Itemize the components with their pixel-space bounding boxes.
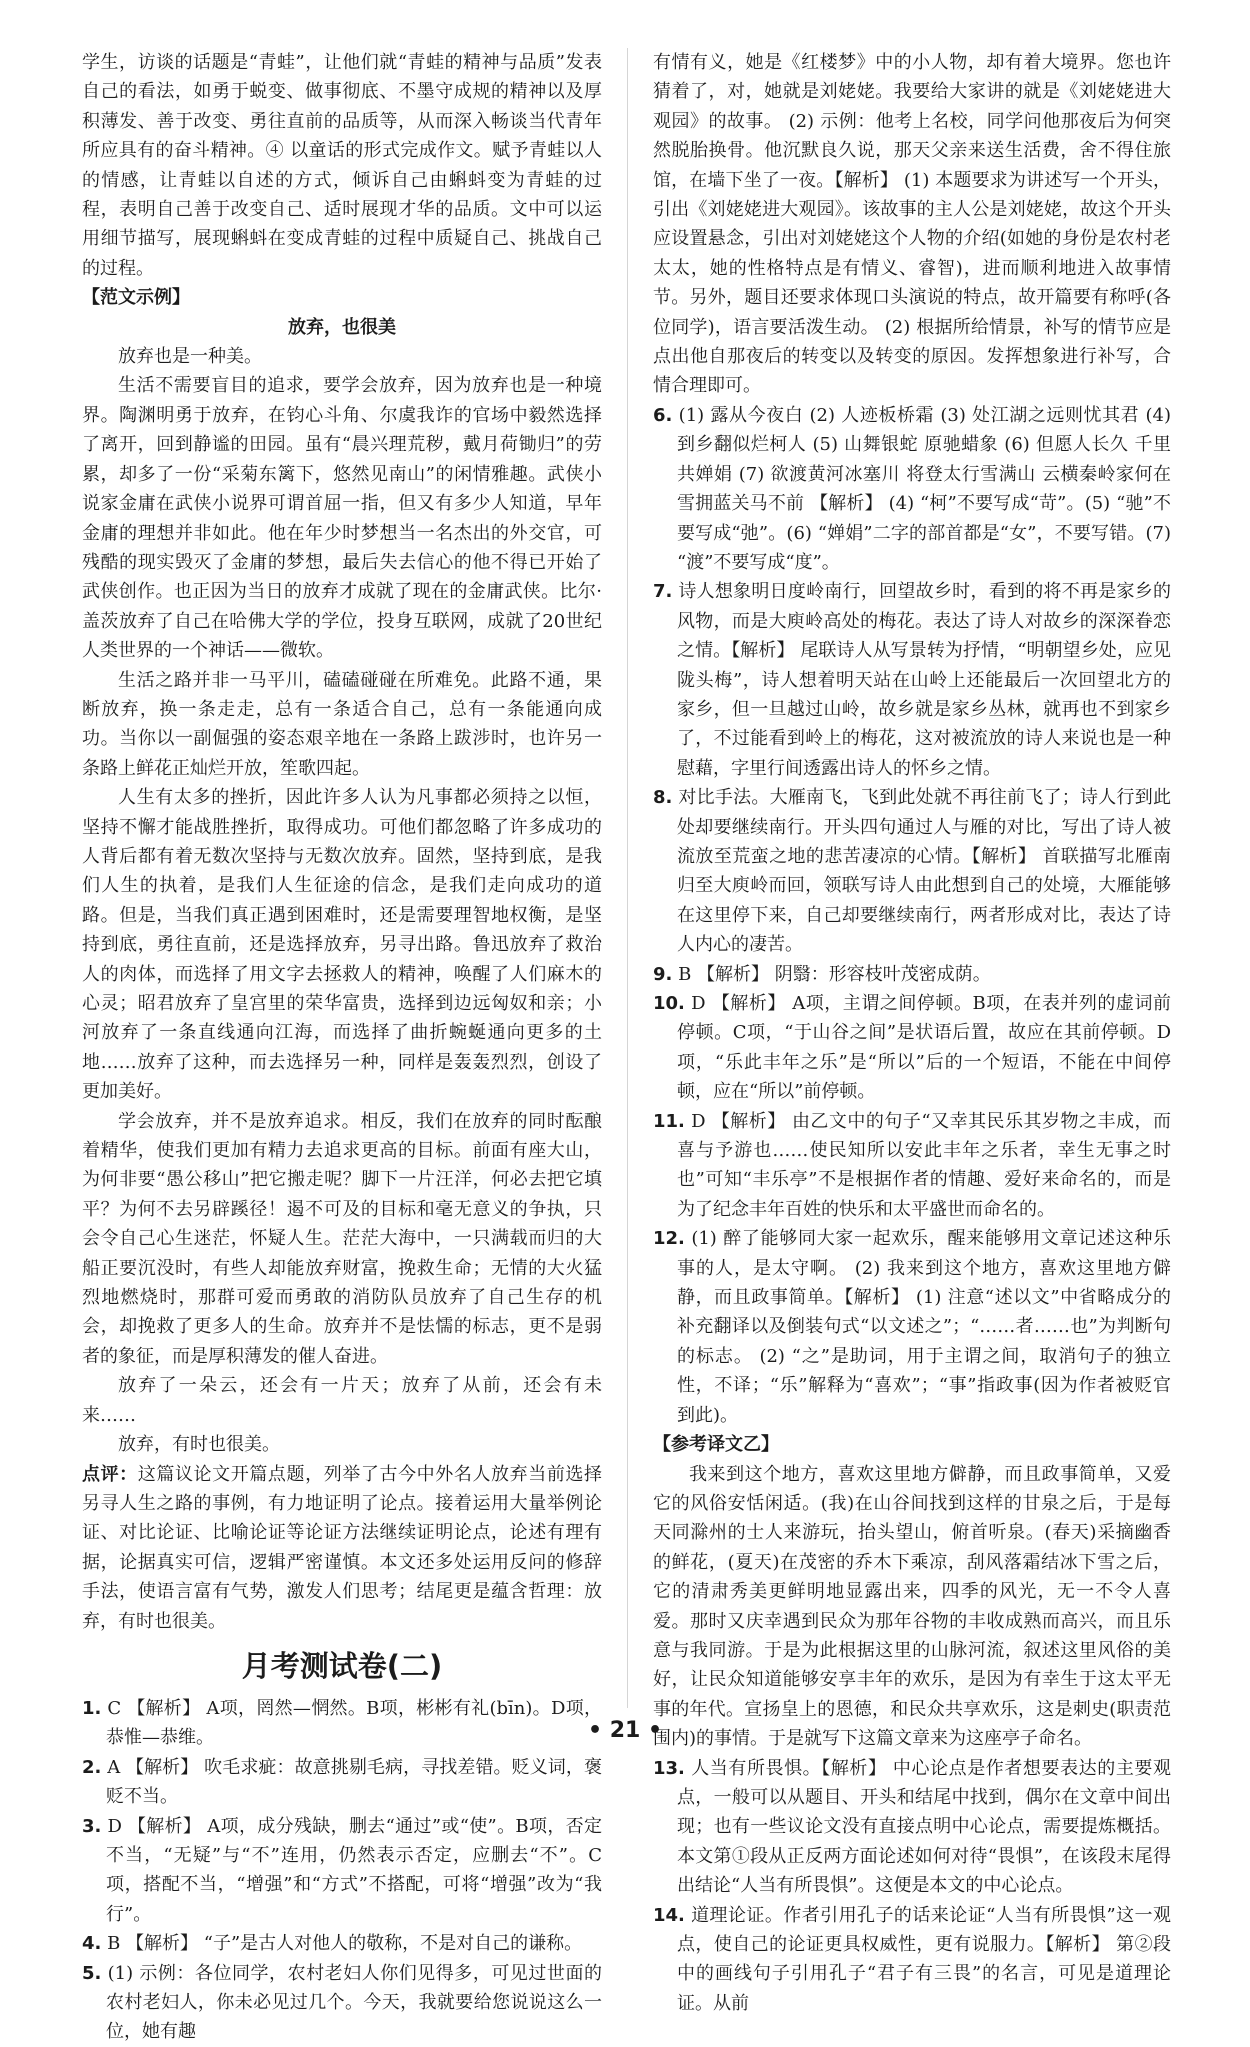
intro-paragraph: 学生，访谈的话题是“青蛙”，让他们就“青蛙的精神与品质”发表自己的看法，如勇于蜕变、做事彻底、不墨守成规的精神以及厚积薄发、善于改变、勇往直前的品质等，从而深入畅谈当代青年所应具有的奋斗精神。④ 以童话的形式完成作文。赋予青蛙以人的情感，让青蛙以自述的方式，倾诉自己由蝌蚪变为青蛙的过程，表明自己善于改变自己、适时展现才华的品质。文中可以运用细节描写，展现蝌蚪在变成青蛙的过程中质疑自己、挑战自己的过程。 [82,52,602,279]
item-number: 2. [82,1756,102,1778]
item-text: D 【解析】 A项，成分残缺，删去“通过”或“使”。B项，否定不当，“无疑”与“不”连用，仍然表示否定，应删去“不”。C项，搭配不当，“增强”和“方式”不搭配，可将“增强”改为“我行”。 [106,1815,602,1925]
answer-item [653,1754,1171,1901]
item-text: 诗人想象明日度岭南行，回望故乡时，看到的将不再是家乡的风物，而是大庾岭高处的梅花。表达了诗人对故乡的深深眷恋之情。【解析】 尾联诗人从写景转为抒情，“明朝望乡处，应见陇头梅”，诗人想着明天站在山岭上还能最后一次回望北方的家乡，但一旦越过山岭，故乡就是家乡丛林，就再也不到家乡了，不过能看到岭上的梅花，这对被流放的诗人来说也是一种慰藉，字里行间透露出诗人的怀乡之情。 [677,581,1171,779]
item-text: (1) 醉了能够同大家一起欢乐，醒来能够用文章记述这种乐事的人，是太守啊。 (2) 我来到这个地方，喜欢这里地方僻静，而且政事简单。【解析】 (1) 注意“述以文”中省略成分的补充翻译以及倒装句式“以文述之”；“……者……也”为判断句的标志。 (2) “之”是助词，用于主谓之间，取消句子的独立性，不译；“乐”解释为“喜欢”；“事”指政事(因为作者被贬官到此)。 [677,1228,1171,1426]
item-text: B 【解析】 “子”是古人对他人的敬称，不是对自己的谦称。 [107,1933,583,1955]
continued-answer: 有情有义，她是《红楼梦》中的小人物，却有着大境界。您也许猜着了，对，她就是刘姥姥。我要给大家讲的就是《刘姥姥进大观园》的故事。 (2) 示例：他考上名校，同学问他那夜后为何突然脱胎换骨。他沉默良久说，那天父亲来送生活费，舍不得住旅馆，在墙下坐了一夜。【解析】 (1) 本题要求为讲述写一个开头，引出《刘姥姥进大观园》。该故事的主人公是刘姥姥，故这个开头应设置悬念，引出对刘姥姥这个人物的介绍(如她的身份是农村老太太，她的性格特点是有情义、睿智)，进而顺利地进入故事情节。另外，题目还要求体现口头演说的特点，故开篇要有称呼(各位同学)，语言要活泼生动。 (2) 根据所给情景，补写的情节应是点出他自那夜后的转变以及转变的原因。发挥想象进行补写，合情合理即可。 [653,52,1171,397]
essay-paragraph: 人生有太多的挫折，因此许多人认为凡事都必须持之以恒，坚持不懈才能战胜挫折，取得成功。可他们都忽略了许多成功的人背后都有着无数次坚持与无数次放弃。固然，坚持到底，是我们人生的执着，是我们人生征途的信念，是我们走向成功的道路。但是，当我们真正遇到困难时，还是需要理智地权衡，是坚持到底，勇往直前，还是选择放弃，另寻出路。鲁迅放弃了救治人的肉体，而选择了用文字去拯救人的精神，唤醒了人们麻木的心灵；昭君放弃了皇宫里的荣华富贵，选择到边远匈奴和亲；小河放弃了一条直线通向江海，而选择了曲折蜿蜒通向更多的土地……放弃了这种，而去选择另一种，同样是轰轰烈烈，创设了更加美好。 [82,787,602,1103]
item-text: C 【解析】 A项，罔然—惘然。B项，彬彬有礼(bīn)。D项，恭惟—恭维。 [106,1697,602,1749]
essay-paragraph: 生活不需要盲目的追求，要学会放弃，因为放弃也是一种境界。陶渊明勇于放弃，在钧心斗角、尔虞我诈的官场中毅然选择了离开，回到静谧的田园。虽有“晨兴理荒秽，戴月荷锄归”的劳累，却多了一份“采菊东篱下，悠然见南山”的闲情雅趣。武侠小说家金庸在武侠小说界可谓首屈一指，但又有多少人知道，早年金庸的理想并非如此。他在年少时梦想当一名杰出的外交官，可残酷的现实毁灭了金庸的梦想，最后失去信心的他不得已开始了武侠创作。也正因为当日的放弃才成就了现在的金庸武侠。比尔·盖茨放弃了自己在哈佛大学的学位，投身互联网，成就了20世纪人类世界的一个神话——微软。 [82,375,602,662]
answer-item [653,960,1171,989]
essay-paragraph: 放弃了一朵云，还会有一片天；放弃了从前，还会有未来…… [82,1375,602,1426]
reference-translation-tag: 【参考译文乙】 [653,1434,779,1456]
item-number: 9. [653,963,673,985]
answer-item [653,1107,1171,1225]
answer-item [82,1812,602,1930]
item-number: 7. [653,581,673,603]
left-column [82,48,602,2047]
essay-title: 放弃，也很美 [288,316,396,338]
answer-item [82,1929,602,1958]
page-number: • 21 • [587,1718,663,1743]
answer-item [653,401,1171,577]
comment-text: 这篇议论文开篇点题，列举了古今中外名人放弃当前选择另寻人生之路的事例，有力地证明了论点。接着运用大量举例论证、对比论证、比喻论证等论证方法继续证明论点，论述有理有据，论据真实可信，逻辑严密谨慎。本文还多处运用反问的修辞手法，使语言富有气势，激发人们思考；结尾更是蕴含哲理：放弃，有时也很美。 [82,1463,603,1632]
item-text: 道理论证。作者引用孔子的话来论证“人当有所畏惧”这一观点，使自己的论证更具权威性，更有说服力。【解析】 第②段中的画线句子引用孔子“君子有三畏”的名言，可见是道理论证。从前 [677,1904,1171,2014]
answer-item [82,1753,602,1812]
item-number: 1. [82,1697,102,1719]
sample-tag: 【范文示例】 [82,287,190,309]
item-number: 4. [82,1933,102,1955]
essay-paragraph: 学会放弃，并不是放弃追求。相反，我们在放弃的同时酝酿着精华，使我们更加有精力去追求更高的目标。前面有座大山，为何非要“愚公移山”把它搬走呢？脚下一片汪洋，何必去把它填平？为何不去另辟蹊径！遏不可及的目标和毫无意义的争执，只会令自己心生迷茫，怀疑人生。茫茫大海中，一只满载而归的大船正要沉没时，有些人却能放弃财富，挽救生命；无情的大火猛烈地燃烧时，那群可爱而勇敢的消防队员放弃了自己生存的机会，却挽救了更多人的生命。放弃并不是怯懦的标志，更不是弱者的象征，而是厚积薄发的催人奋进。 [82,1110,602,1367]
comment-tag: 点评： [82,1463,138,1485]
item-text: A 【解析】 吹毛求疵：故意挑剔毛病，寻找差错。贬义词，褒贬不当。 [106,1756,602,1808]
item-number: 10. [653,993,685,1014]
item-text: 对比手法。大雁南飞，飞到此处就不再往前飞了；诗人行到此处却要继续南行。开头四句通过人与雁的对比，写出了诗人被流放至荒蛮之地的悲苦凄凉的心情。【解析】 首联描写北雁南归至大庾岭而回，领联写诗人由此想到自己的处境，大雁能够在这里停下来，自己却要继续南行，两者形成对比，表达了诗人内心的凄苦。 [677,787,1171,956]
item-text: (1) 露从今夜白 (2) 人迹板桥霜 (3) 处江湖之远则忧其君 (4) 到乡翻似烂柯人 (5) 山舞银蛇 原驰蜡象 (6) 但愿人长久 千里共婵娟 (7) 欲渡黄河冰塞川 将登太行雪满山 云横秦岭家何在 雪拥蓝关马不前 【解析】 (4) “柯”不要写成“苛”。(5) “驰”不要写成“弛”。(6) “婵娟”二字的部首都是“女”，不要写错。(7) “渡”不要写成“度”。 [677,404,1171,573]
answer-item [653,1901,1171,2019]
item-number: 14. [653,1904,685,1926]
item-text: B 【解析】 阴翳：形容枝叶茂密成荫。 [678,963,991,985]
answer-item [653,989,1171,1107]
item-text: D 【解析】 A项，主谓之间停顿。B项，在表并列的虚词前停顿。C项，“于山谷之间”是状语后置，故应在其前停顿。D项，“乐此丰年之乐”是“所以”后的一个短语，不能在中间停顿，应在“所以”前停顿。 [677,993,1171,1103]
column-divider [627,48,628,1708]
item-text: 人当有所畏惧。【解析】 中心论点是作者想要表达的主要观点，一般可以从题目、开头和结尾中找到，偶尔在文章中间出现；也有一些议论文没有直接点明中心论点，需要提炼概括。本文第①段从正反两方面论述如何对待“畏惧”，在该段末尾得出结论“人当有所畏惧”。这便是本文的中心论点。 [677,1757,1171,1897]
answer-item [653,783,1171,959]
item-number: 11. [653,1110,685,1132]
essay-paragraph: 放弃也是一种美。 [118,346,262,368]
item-number: 3. [82,1815,102,1837]
item-number: 13. [653,1757,685,1779]
essay-paragraph: 放弃，有时也很美。 [118,1434,280,1456]
answer-item [653,577,1171,783]
item-number: 8. [653,787,673,809]
section-title: 月考测试卷(二) [241,1648,443,1683]
answer-item [82,1959,602,2047]
comment [82,1460,602,1636]
reference-translation: 我来到这个地方，喜欢这里地方僻静，而且政事简单，又爱它的风俗安恬闲适。(我)在山谷间找到这样的甘泉之后，于是每天同滁州的士人来游玩，抬头望山，俯首听泉。(春天)采摘幽香的鲜花，(夏天)在茂密的乔木下乘凉，刮风落霜结冰下雪之后，它的清肃秀美更鲜明地显露出来，四季的风光，无一不令人喜爱。那时又庆幸遇到民众为那年谷物的丰收成熟而高兴，而且乐意与我同游。于是为此根据这里的山脉河流，叙述这里风俗的美好，让民众知道能够安享丰年的欢乐，是因为有幸生于这太平无事的年代。宣扬皇上的恩德，和民众共享欢乐，这是刺史(职责范围内)的事情。于是就写下这篇文章来为这座亭子命名。 [653,1463,1171,1750]
item-number: 6. [653,404,673,426]
item-text: D 【解析】 由乙文中的句子“又幸其民乐其岁物之丰成，而喜与予游也……使民知所以安此丰年之乐者，幸生无事之时也”可知“丰乐亭”不是根据作者的情趣、爱好来命名的，而是为了纪念丰年百姓的快乐和太平盛世而命名的。 [677,1110,1171,1220]
item-text: (1) 示例：各位同学，农村老妇人你们见得多，可见过世面的农村老妇人，你未必见过几个。今天，我就要给您说说这么一位，她有趣 [106,1962,602,2043]
item-number: 12. [653,1228,685,1250]
item-number: 5. [82,1962,102,1984]
answer-item [653,1224,1171,1430]
essay-paragraph: 生活之路并非一马平川，磕磕碰碰在所难免。此路不通，果断放弃，换一条走走，总有一条适合自己，总有一条能通向成功。当你以一副倔强的姿态艰辛地在一条路上跋涉时，也许另一条路上鲜花正灿烂开放，笙歌四起。 [82,669,602,779]
